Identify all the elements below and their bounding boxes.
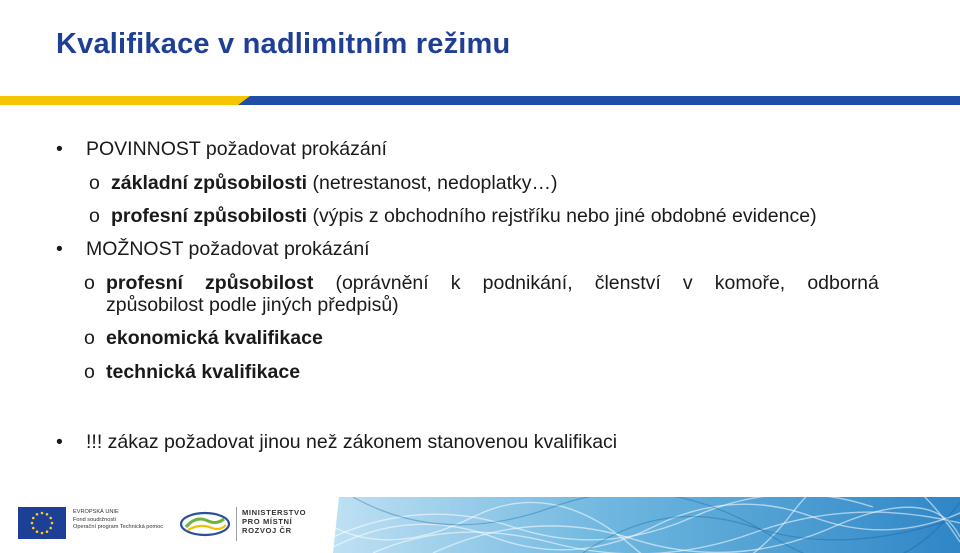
ministry-line: ROZVOJ ČR	[242, 526, 292, 536]
sub-word: odborná	[807, 272, 879, 294]
sub-bold: profesní	[106, 272, 183, 294]
justified-line	[84, 274, 879, 294]
sub-bold: ekonomická kvalifikace	[106, 327, 323, 349]
footer-logos	[0, 497, 960, 553]
bullet-text: POVINNOST požadovat prokázání	[86, 138, 387, 160]
sub-word: (oprávnění	[335, 272, 429, 294]
sub-text: způsobilost podle jiných předpisů)	[106, 294, 399, 316]
sub-item	[84, 329, 323, 349]
bullet-marker: •	[56, 138, 63, 160]
bullet-item	[56, 240, 370, 260]
sub-word: v	[682, 272, 693, 294]
bullet-text: !!! zákaz požadovat jinou než zákonem stanovenou kvalifikaci	[86, 431, 618, 453]
ministry-line: PRO MÍSTNÍ	[242, 517, 293, 527]
footer-decorative-band	[333, 497, 960, 553]
eu-flag-icon	[18, 507, 66, 539]
sub-bold-word: způsobilost	[205, 272, 314, 294]
ministry-line: MINISTERSTVO	[242, 508, 307, 517]
sub-item	[84, 363, 300, 383]
divider-blue-segment	[238, 96, 960, 105]
ministry-logo-text	[242, 508, 306, 536]
sub-item	[89, 207, 817, 227]
sub-bold: základní způsobilosti	[111, 172, 308, 194]
bullet-marker: •	[56, 238, 63, 260]
slide-title: Kvalifikace v nadlimitním režimu	[56, 28, 511, 60]
sub-marker: o	[84, 327, 95, 349]
wave-pattern-icon	[333, 497, 960, 553]
eu-caption-line: Fond soudržnosti	[73, 516, 116, 523]
sub-marker: o	[84, 272, 95, 294]
bullet-item	[56, 140, 387, 160]
title-divider-bar	[0, 96, 960, 105]
eu-caption	[73, 509, 163, 532]
op-technicka-pomoc-logo-icon	[180, 511, 230, 537]
sub-marker: o	[84, 361, 95, 383]
sub-bold: technická kvalifikace	[106, 361, 301, 383]
sub-item	[89, 174, 558, 194]
sub-text: (netrestanost, nedoplatky…)	[307, 172, 558, 194]
sub-marker: o	[89, 172, 100, 194]
eu-caption-line: Operační program Technická pomoc	[73, 524, 164, 530]
sub-item	[84, 274, 879, 294]
eu-caption-line: EVROPSKÁ UNIE	[73, 509, 119, 515]
sub-bold: profesní způsobilosti	[111, 205, 308, 227]
sub-item-continuation	[106, 296, 399, 316]
sub-word: komoře,	[714, 272, 786, 294]
sub-text: (výpis z obchodního rejstříku nebo jiné obdobné evidence)	[307, 205, 817, 227]
bullet-marker: •	[56, 431, 63, 453]
sub-word: k	[450, 272, 461, 294]
logo-separator	[236, 507, 237, 541]
divider-yellow-segment	[0, 96, 250, 105]
bullet-item	[56, 433, 617, 453]
bullet-text: MOŽNOST požadovat prokázání	[86, 238, 370, 260]
sub-word: členství	[594, 272, 661, 294]
sub-marker: o	[89, 205, 100, 227]
sub-word: podnikání,	[482, 272, 573, 294]
